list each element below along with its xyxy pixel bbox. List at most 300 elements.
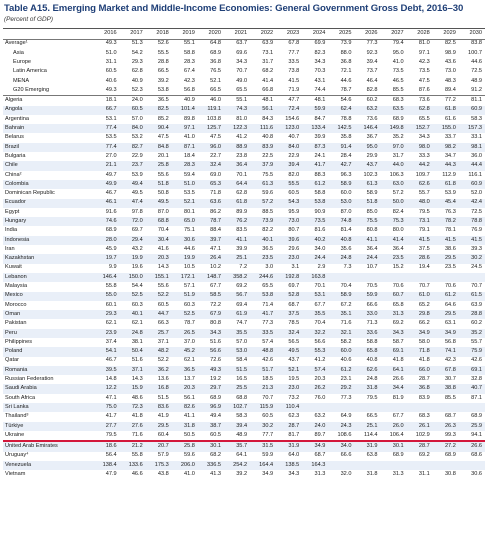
table-cell: 98.2: [433, 143, 459, 152]
table-cell: 69.4: [236, 301, 248, 308]
table-cell: 41.7: [105, 413, 117, 420]
table-cell: 46.4: [366, 77, 378, 84]
table-cell: 40.7: [459, 384, 485, 393]
table-cell: 96.0: [198, 143, 224, 152]
table-cell: [328, 273, 354, 282]
table-cell: 37.9: [250, 161, 276, 170]
table-cell: 73.5: [418, 68, 430, 75]
table-cell: 103.8: [206, 115, 221, 122]
table-cell: 45.4: [433, 199, 459, 208]
table-cell: 70.6: [392, 283, 404, 290]
table-cell: 57.0: [131, 115, 143, 122]
table-cell: 34.4: [381, 384, 407, 393]
table-cell: 67.8: [433, 366, 459, 375]
table-cell: 70.1: [314, 283, 326, 290]
table-cell: 36.8: [407, 384, 433, 393]
table-cell: 63.9: [262, 40, 274, 47]
table-cell: 101.4: [172, 106, 198, 115]
table-row: [3, 96, 485, 106]
table-cell: 71.4: [262, 301, 274, 308]
column-header-year: 2028: [407, 29, 433, 39]
table-cell: 41.1: [184, 413, 195, 420]
table-cell: 19.9: [120, 254, 146, 263]
table-cell: 34.9: [407, 329, 433, 338]
table-cell: 19.7: [94, 254, 120, 263]
table-cell: 69.2: [392, 320, 404, 327]
table-row: [3, 49, 485, 58]
table-cell: 97.8: [131, 208, 143, 215]
table-cell: 81.0: [236, 115, 248, 122]
table-cell: 74.1: [433, 347, 459, 356]
table-cell: 48.9: [471, 77, 482, 84]
table-cell: 19.4: [418, 264, 430, 271]
column-header-year: 2021: [224, 29, 250, 39]
table-cell: 78.2: [433, 217, 459, 226]
table-row: [3, 115, 485, 124]
table-cell: 84.0: [120, 124, 146, 133]
table-cell: 28.3: [172, 161, 198, 170]
table-cell: 41.5: [407, 236, 433, 245]
table-cell: 60.2: [471, 320, 482, 327]
table-cell: 108.6: [328, 431, 354, 441]
table-cell: 69.2: [418, 452, 430, 459]
row-label: Peru: [3, 329, 94, 338]
table-cell: 42.3: [418, 58, 430, 65]
table-cell: 206.0: [172, 461, 198, 470]
table-cell: 9.9: [108, 264, 117, 271]
row-label: Belarus: [5, 134, 24, 141]
table-cell: 44.6: [184, 245, 195, 252]
table-cell: 14.8: [105, 376, 117, 383]
table-cell: 15.2: [392, 264, 404, 271]
table-row: [3, 319, 485, 328]
table-cell: 30.1: [381, 441, 407, 451]
table-row: [3, 384, 485, 393]
table-cell: 84.8: [146, 143, 172, 152]
table-cell: 31.8: [354, 384, 380, 393]
table-cell: 62.3: [288, 413, 300, 420]
table-cell: 41.8: [131, 413, 143, 420]
table-cell: 38.8: [433, 384, 459, 393]
table-cell: 27.6: [120, 422, 146, 431]
table-cell: 83.9: [418, 394, 430, 401]
table-cell: 68.3: [418, 413, 430, 420]
table-cell: [381, 403, 407, 412]
table-cell: 82.2: [262, 227, 274, 234]
table-cell: 26.4: [198, 254, 224, 263]
table-row: [3, 39, 485, 49]
table-cell: 39.4: [276, 161, 302, 170]
table-cell: 31.9: [354, 441, 380, 451]
table-cell: 59.6: [262, 190, 274, 197]
table-cell: 49.0: [236, 77, 248, 84]
table-cell: 26.5: [172, 329, 198, 338]
table-cell: 110.4: [276, 403, 302, 412]
table-cell: 46.1: [94, 199, 120, 208]
table-cell: 31.3: [314, 471, 326, 477]
table-cell: 63.1: [444, 320, 456, 327]
table-cell: 76.3: [444, 208, 456, 215]
table-cell: 82.5: [146, 106, 172, 115]
table-row: [3, 161, 485, 170]
table-cell: [302, 403, 328, 412]
table-cell: 164.4: [250, 461, 276, 470]
table-cell: 85.0: [366, 208, 378, 215]
table-cell: 41.5: [288, 77, 300, 84]
table-row: [3, 394, 485, 403]
table-cell: 73.9: [340, 40, 352, 47]
table-cell: 40.8: [328, 236, 354, 245]
table-cell: 37.1: [157, 338, 169, 345]
table-cell: 36.5: [146, 96, 172, 106]
table-cell: [354, 461, 380, 470]
table-cell: 82.0: [288, 171, 300, 178]
table-cell: 50.0: [381, 199, 407, 208]
table-cell: 69.1: [459, 366, 485, 375]
table-cell: 69.2: [236, 283, 248, 290]
table-cell: 112.9: [442, 171, 456, 178]
table-row: [3, 226, 485, 235]
table-cell: 75.1: [184, 227, 195, 234]
table-cell: 87.3: [302, 143, 328, 152]
table-cell: 358.2: [224, 273, 250, 282]
table-cell: 66.7: [94, 106, 120, 115]
table-cell: 48.8: [250, 347, 276, 356]
table-cell: 75.5: [354, 217, 380, 226]
table-cell: 70.6: [444, 283, 456, 290]
table-cell: 20.7: [146, 441, 172, 451]
table-cell: 24.0: [302, 422, 328, 431]
table-cell: 42.3: [184, 77, 195, 84]
row-label: Poland: [3, 347, 94, 356]
table-cell: 79.1: [418, 227, 430, 234]
table-cell: 53.5: [105, 134, 117, 141]
row-label: Colombia: [3, 180, 94, 189]
table-cell: 88.3: [314, 171, 326, 178]
row-label: Europe: [13, 58, 32, 65]
table-cell: 76.0: [314, 394, 326, 401]
table-row: [3, 452, 485, 461]
table-cell: 175.3: [146, 461, 172, 470]
table-cell: 51.5: [157, 394, 169, 401]
table-cell: 60.3: [184, 301, 195, 308]
table-cell: 67.9: [198, 310, 224, 319]
table-cell: 91.6: [105, 208, 117, 215]
table-cell: 57.1: [184, 283, 195, 290]
table-cell: 2.9: [317, 264, 326, 271]
table-cell: 88.5: [262, 208, 274, 215]
table-cell: 23.5: [381, 254, 407, 263]
table-cell: 47.5: [418, 77, 430, 84]
column-header-year: 2020: [198, 29, 224, 39]
table-cell: 29.5: [146, 422, 172, 431]
table-cell: 15.9: [120, 384, 146, 393]
table-cell: 25.1: [224, 254, 250, 263]
row-label: G20 Emerging: [13, 86, 50, 93]
table-cell: 24.4: [302, 254, 328, 263]
table-cell: 37.5: [418, 245, 430, 252]
table-cell: [381, 273, 407, 282]
table-cell: 47.1: [210, 245, 221, 252]
row-label: Venezuela: [3, 461, 94, 470]
table-cell: 55.8: [131, 452, 143, 459]
table-cell: 66.8: [262, 86, 274, 93]
table-cell: 58.9: [328, 292, 354, 301]
table-cell: 19.9: [172, 254, 198, 263]
table-cell: 35.2: [459, 329, 485, 338]
table-cell: [459, 403, 485, 412]
table-cell: 70.1: [236, 171, 248, 178]
table-cell: 67.2: [340, 301, 352, 308]
table-cell: 83.5: [236, 227, 248, 234]
table-cell: 20.3: [146, 254, 172, 263]
table-cell: 59.4: [184, 171, 195, 178]
table-cell: [407, 403, 433, 412]
table-cell: 78.7: [340, 86, 352, 93]
table-cell: 60.1: [105, 301, 117, 308]
table-cell: [407, 461, 433, 470]
table-row: [3, 301, 485, 310]
table-cell: 60.5: [198, 431, 224, 441]
table-cell: 18.1: [94, 96, 120, 106]
table-row: [3, 264, 485, 273]
table-cell: 60.7: [381, 292, 407, 301]
table-cell: 63.7: [236, 40, 248, 47]
table-cell: 37.4: [105, 338, 117, 345]
table-cell: 30.4: [146, 236, 172, 245]
table-cell: 34.9: [262, 471, 274, 477]
table-row: [3, 67, 485, 76]
table-cell: 60.5: [120, 106, 146, 115]
table-cell: 12.2: [94, 384, 120, 393]
table-cell: 57.0: [236, 338, 248, 345]
table-cell: 98.0: [407, 143, 433, 152]
table-cell: 73.2: [288, 394, 300, 401]
table-cell: [328, 403, 354, 412]
table-cell: 68.7: [314, 452, 326, 459]
table-row: [3, 412, 485, 421]
row-label: Average¹: [5, 40, 28, 47]
table-cell: 55.7: [418, 190, 430, 197]
table-cell: 35.1: [328, 310, 354, 319]
table-cell: 58.4: [236, 357, 248, 364]
table-cell: 157.3: [459, 124, 485, 133]
table-cell: 36.4: [224, 161, 250, 170]
table-cell: 24.1: [314, 152, 326, 159]
row-label: Ukraine: [3, 431, 94, 441]
table-cell: 55.6: [157, 171, 169, 178]
table-cell: 57.2: [250, 199, 276, 208]
table-cell: 89.9: [236, 208, 248, 215]
row-label: Angola: [3, 106, 94, 115]
table-cell: 73.1: [262, 49, 274, 56]
table-cell: 31.1: [105, 58, 117, 65]
table-cell: 61.0: [407, 292, 433, 301]
table-cell: 52.2: [146, 292, 172, 301]
table-row: [3, 106, 485, 115]
column-header-year: 2030: [459, 29, 485, 39]
table-cell: 39.9: [236, 245, 248, 252]
table-cell: 59.6: [184, 452, 195, 459]
table-cell: 35.8: [340, 134, 352, 141]
table-cell: 48.1: [302, 96, 328, 106]
table-cell: 98.1: [459, 143, 485, 152]
table-cell: 57.4: [262, 338, 274, 345]
table-cell: 44.6: [471, 58, 482, 65]
table-cell: 56.8: [444, 338, 456, 345]
table-cell: 82.6: [172, 403, 198, 412]
table-cell: 62.8: [236, 190, 248, 197]
table-cell: 38.7: [198, 422, 224, 431]
table-row: [3, 189, 485, 198]
table-cell: 81.0: [418, 40, 430, 47]
table-cell: 30.6: [172, 236, 198, 245]
table-cell: 52.1: [172, 199, 198, 208]
table-cell: 53.8: [250, 292, 276, 301]
table-cell: 54.2: [131, 49, 143, 56]
table-cell: 49.5: [131, 190, 143, 197]
table-cell: [433, 403, 459, 412]
table-cell: 33.5: [250, 329, 276, 338]
row-label: Türkiye: [3, 422, 94, 431]
table-cell: 47.5: [210, 134, 221, 141]
table-cell: 41.4: [262, 77, 274, 84]
table-cell: 55.1: [184, 40, 195, 47]
table-cell: 172.1: [172, 273, 198, 282]
table-cell: 36.8: [340, 58, 352, 65]
table-cell: 85.5: [392, 86, 404, 93]
table-cell: 61.6: [444, 115, 456, 122]
table-cell: 49.3: [105, 86, 117, 93]
table-cell: 46.6: [131, 471, 143, 477]
table-cell: 87.6: [418, 86, 430, 93]
table-cell: 21.1: [94, 161, 120, 170]
table-cell: 53.1: [105, 115, 117, 122]
table-cell: 41.1: [354, 236, 380, 245]
row-label: MENA: [13, 77, 30, 84]
table-cell: 7.2: [239, 264, 248, 271]
table-cell: 102.9: [407, 431, 433, 441]
table-cell: 28.7: [407, 441, 433, 451]
table-cell: 41.0: [184, 134, 195, 141]
table-cell: 60.5: [157, 301, 169, 308]
table-cell: 35.2: [392, 134, 404, 141]
table-row: [3, 282, 485, 291]
table-cell: 77.7: [250, 431, 276, 441]
table-cell: 72.2: [210, 301, 221, 308]
table-cell: 69.7: [288, 283, 300, 290]
table-cell: 23.5: [250, 254, 276, 263]
table-cell: 28.6: [407, 254, 433, 263]
table-row: [3, 254, 485, 263]
table-cell: 23.8: [236, 152, 248, 159]
table-cell: 29.5: [433, 254, 459, 263]
table-cell: 14.3: [157, 264, 169, 271]
table-cell: 51.7: [250, 366, 276, 375]
table-cell: 61.2: [328, 366, 354, 375]
table-cell: 41.0: [184, 471, 195, 477]
table-cell: 58.7: [392, 338, 404, 345]
table-cell: 36.7: [366, 134, 378, 141]
table-cell: 53.8: [157, 86, 169, 93]
table-cell: 63.5: [381, 106, 407, 115]
table-cell: 73.7: [366, 68, 378, 75]
table-cell: 61.9: [224, 310, 250, 319]
table-cell: 62.1: [105, 320, 117, 327]
table-cell: 122.3: [224, 124, 250, 133]
table-cell: 29.8: [407, 310, 433, 319]
table-cell: 66.2: [418, 320, 430, 327]
table-cell: 66.3: [157, 320, 169, 327]
table-row: [3, 347, 485, 356]
table-cell: 64.1: [236, 452, 248, 459]
table-cell: 75.9: [459, 347, 485, 356]
table-cell: 58.0: [418, 338, 430, 345]
row-label: Kuwait: [5, 264, 22, 271]
table-cell: 51.0: [172, 180, 198, 189]
table-cell: 49.9: [94, 180, 120, 189]
table-cell: 33.6: [354, 329, 380, 338]
table-cell: 83.9: [250, 143, 276, 152]
table-cell: 74.7: [236, 320, 248, 327]
table-cell: 52.1: [276, 366, 302, 375]
table-cell: 53.0: [328, 199, 354, 208]
table-cell: 39.4: [366, 58, 378, 65]
table-cell: 60.5: [105, 68, 117, 75]
table-cell: 49.4: [120, 180, 146, 189]
table-cell: 87.0: [157, 208, 169, 215]
table-cell: 39.4: [224, 422, 250, 431]
table-cell: 73.5: [392, 68, 404, 75]
row-label: Ecuador: [3, 199, 94, 208]
table-cell: 40.9: [172, 96, 198, 106]
table-cell: 41.6: [157, 245, 169, 252]
table-cell: 40.6: [340, 357, 352, 364]
table-cell: 84.7: [314, 115, 326, 122]
table-cell: 60.9: [459, 106, 485, 115]
table-cell: 67.8: [288, 40, 300, 47]
table-cell: 58.3: [471, 115, 482, 122]
table-cell: 20.1: [157, 152, 169, 159]
debt-table: [3, 29, 485, 479]
table-cell: 55.8: [105, 283, 117, 290]
table-row: [3, 199, 485, 208]
table-cell: 106.4: [381, 431, 407, 441]
table-cell: 30.8: [444, 471, 456, 477]
table-cell: 61.2: [433, 292, 459, 301]
table-cell: 65.3: [198, 180, 224, 189]
column-header-year: 2017: [120, 29, 146, 39]
table-cell: 89.4: [444, 86, 456, 93]
table-cell: 114.4: [354, 431, 380, 441]
table-cell: 75.5: [262, 171, 274, 178]
table-cell: 32.0: [340, 471, 352, 477]
table-cell: 148.7: [198, 273, 224, 282]
table-cell: 77.3: [262, 320, 274, 327]
table-cell: 82.8: [366, 86, 378, 93]
table-cell: 54.1: [94, 347, 120, 356]
table-cell: 41.8: [392, 357, 404, 364]
table-cell: 59.9: [302, 106, 328, 115]
table-cell: 62.1: [184, 357, 195, 364]
table-cell: 53.0: [224, 347, 250, 356]
table-cell: [354, 273, 380, 282]
table-cell: 26.3: [433, 422, 459, 431]
table-cell: 42.3: [444, 357, 456, 364]
row-label: Qatar: [5, 357, 19, 364]
table-cell: 70.7: [236, 68, 248, 75]
table-cell: 61.2: [302, 180, 328, 189]
